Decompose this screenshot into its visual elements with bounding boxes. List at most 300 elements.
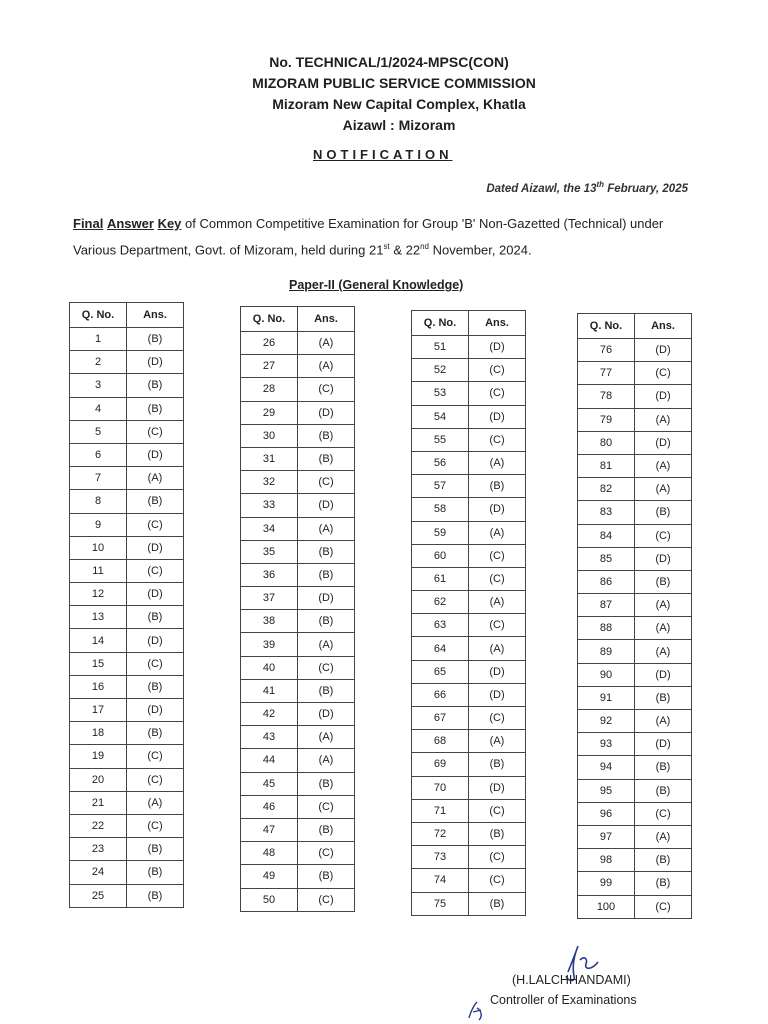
question-number-header: Q. No.: [578, 314, 635, 339]
table-row: [70, 814, 184, 837]
table-row: [241, 517, 355, 540]
answer-cell: (A): [127, 791, 184, 814]
answer-cell: (D): [127, 443, 184, 466]
table-row: [241, 332, 355, 355]
question-number-cell: 45: [241, 772, 298, 795]
intro-text-3: November, 2024.: [428, 242, 532, 258]
question-number-cell: 89: [578, 640, 635, 663]
question-number-cell: 91: [578, 686, 635, 709]
table-row: [578, 895, 692, 918]
table-row: [412, 799, 526, 822]
dated-line: [486, 180, 688, 195]
table-row: [578, 849, 692, 872]
question-number-cell: 57: [412, 475, 469, 498]
table-header-row: [412, 311, 526, 336]
question-number-cell: 98: [578, 849, 635, 872]
table-row: [241, 401, 355, 424]
question-number-cell: 22: [70, 814, 127, 837]
table-row: [578, 339, 692, 362]
answer-cell: (C): [469, 707, 526, 730]
question-number-cell: 43: [241, 726, 298, 749]
answer-cell: (D): [635, 431, 692, 454]
table-row: [412, 707, 526, 730]
table-header-row: [241, 307, 355, 332]
question-number-cell: 84: [578, 524, 635, 547]
table-row: [412, 428, 526, 451]
table-row: [70, 606, 184, 629]
table-row: [578, 408, 692, 431]
answer-cell: (B): [635, 849, 692, 872]
answer-cell: (B): [635, 686, 692, 709]
question-number-cell: 19: [70, 745, 127, 768]
question-number-cell: 72: [412, 822, 469, 845]
question-number-cell: 8: [70, 490, 127, 513]
organization-city: Aizawl : Mizoram: [342, 117, 456, 133]
question-number-cell: 51: [412, 336, 469, 359]
answer-cell: (B): [127, 490, 184, 513]
question-number-cell: 82: [578, 478, 635, 501]
question-number-cell: 83: [578, 501, 635, 524]
answer-cell: (B): [469, 892, 526, 915]
organization-name: MIZORAM PUBLIC SERVICE COMMISSION: [252, 75, 536, 91]
table-row: [578, 570, 692, 593]
table-row: [412, 730, 526, 753]
question-number-cell: 7: [70, 467, 127, 490]
table-row: [70, 583, 184, 606]
question-number-cell: 10: [70, 536, 127, 559]
table-row: [412, 683, 526, 706]
question-number-cell: 66: [412, 683, 469, 706]
answer-cell: (B): [127, 861, 184, 884]
question-number-cell: 20: [70, 768, 127, 791]
answer-cell: (B): [469, 822, 526, 845]
question-number-cell: 76: [578, 339, 635, 362]
table-row: [412, 475, 526, 498]
answer-cell: (A): [298, 633, 355, 656]
intro-word-final: Final: [73, 216, 104, 231]
question-number-cell: 36: [241, 563, 298, 586]
answer-cell: (A): [635, 640, 692, 663]
table-row: [412, 660, 526, 683]
answer-cell: (B): [298, 447, 355, 470]
table-row: [70, 652, 184, 675]
answer-cell: (C): [298, 378, 355, 401]
answer-cell: (C): [298, 888, 355, 911]
table-row: [578, 686, 692, 709]
table-row: [241, 726, 355, 749]
answer-cell: (D): [127, 351, 184, 374]
table-row: [241, 540, 355, 563]
table-row: [578, 779, 692, 802]
question-number-cell: 94: [578, 756, 635, 779]
answer-cell: (C): [469, 567, 526, 590]
answer-cell: (B): [127, 606, 184, 629]
answer-cell: (B): [127, 328, 184, 351]
question-number-cell: 58: [412, 498, 469, 521]
question-number-cell: 29: [241, 401, 298, 424]
table-row: [578, 710, 692, 733]
answer-cell: (A): [469, 730, 526, 753]
answer-cell: (B): [298, 610, 355, 633]
table-row: [70, 768, 184, 791]
question-number-cell: 71: [412, 799, 469, 822]
table-row: [578, 547, 692, 570]
table-row: [70, 374, 184, 397]
table-row: [412, 869, 526, 892]
answer-cell: (B): [127, 722, 184, 745]
answer-cell: (C): [127, 745, 184, 768]
question-number-cell: 88: [578, 617, 635, 640]
answer-cell: (D): [469, 683, 526, 706]
table-row: [578, 524, 692, 547]
question-number-cell: 79: [578, 408, 635, 431]
answer-cell: (C): [127, 814, 184, 837]
table-row: [412, 846, 526, 869]
question-number-header: Q. No.: [412, 311, 469, 336]
question-number-cell: 21: [70, 791, 127, 814]
answer-cell: (B): [635, 501, 692, 524]
answer-table-3: [411, 310, 526, 916]
question-number-cell: 78: [578, 385, 635, 408]
answer-cell: (D): [469, 776, 526, 799]
question-number-cell: 85: [578, 547, 635, 570]
table-row: [412, 336, 526, 359]
table-row: [578, 454, 692, 477]
question-number-cell: 49: [241, 865, 298, 888]
table-row: [578, 802, 692, 825]
table-row: [578, 362, 692, 385]
answer-cell: (A): [635, 617, 692, 640]
question-number-cell: 42: [241, 703, 298, 726]
table-row: [70, 443, 184, 466]
question-number-cell: 23: [70, 838, 127, 861]
reference-number: No. TECHNICAL/1/2024-MPSC(CON): [269, 54, 509, 70]
table-row: [70, 884, 184, 907]
question-number-cell: 9: [70, 513, 127, 536]
answer-cell: (B): [298, 818, 355, 841]
answer-cell: (B): [127, 397, 184, 420]
table-row: [241, 842, 355, 865]
answer-cell: (A): [469, 591, 526, 614]
question-number-cell: 46: [241, 795, 298, 818]
question-number-cell: 69: [412, 753, 469, 776]
answer-header: Ans.: [469, 311, 526, 336]
table-row: [241, 378, 355, 401]
table-row: [241, 633, 355, 656]
answer-cell: (C): [298, 842, 355, 865]
table-row: [241, 447, 355, 470]
answer-cell: (D): [298, 703, 355, 726]
question-number-cell: 96: [578, 802, 635, 825]
paper-title: Paper-II (General Knowledge): [289, 278, 464, 292]
notification-heading: NOTIFICATION: [313, 147, 453, 162]
answer-cell: (A): [635, 408, 692, 431]
answer-cell: (A): [635, 454, 692, 477]
intro-text-1: of Common Competitive Examination for Group 'B' Non-Gazetted (Technical) under Various Department, Govt. of Mizoram, held during 21: [73, 216, 664, 258]
question-number-cell: 86: [578, 570, 635, 593]
question-number-cell: 55: [412, 428, 469, 451]
question-number-cell: 11: [70, 559, 127, 582]
table-row: [70, 559, 184, 582]
table-row: [412, 567, 526, 590]
dated-sup: th: [596, 180, 605, 189]
answer-cell: (B): [635, 756, 692, 779]
question-number-cell: 38: [241, 610, 298, 633]
answer-cell: (D): [635, 663, 692, 686]
question-number-cell: 77: [578, 362, 635, 385]
question-number-cell: 81: [578, 454, 635, 477]
answer-cell: (C): [635, 802, 692, 825]
intro-sup-1: st: [383, 242, 390, 251]
signature-block: [440, 940, 740, 1024]
answer-cell: (C): [127, 559, 184, 582]
table-row: [412, 359, 526, 382]
answer-cell: (D): [127, 699, 184, 722]
answer-cell: (C): [298, 795, 355, 818]
question-number-cell: 56: [412, 451, 469, 474]
table-row: [241, 656, 355, 679]
question-number-cell: 52: [412, 359, 469, 382]
answer-cell: (B): [635, 872, 692, 895]
question-number-cell: 31: [241, 447, 298, 470]
answer-cell: (D): [469, 336, 526, 359]
table-row: [412, 544, 526, 567]
table-row: [241, 355, 355, 378]
table-row: [578, 872, 692, 895]
question-number-header: Q. No.: [70, 303, 127, 328]
answer-table-4: [577, 313, 692, 919]
answer-cell: (A): [635, 825, 692, 848]
question-number-cell: 14: [70, 629, 127, 652]
question-number-cell: 25: [70, 884, 127, 907]
answer-cell: (C): [635, 895, 692, 918]
question-number-cell: 60: [412, 544, 469, 567]
table-row: [241, 587, 355, 610]
answer-cell: (C): [469, 869, 526, 892]
dated-prefix: Dated Aizawl, the 13: [486, 182, 597, 195]
question-number-cell: 64: [412, 637, 469, 660]
table-row: [70, 328, 184, 351]
question-number-cell: 41: [241, 679, 298, 702]
question-number-cell: 33: [241, 494, 298, 517]
table-row: [412, 822, 526, 845]
answer-cell: (A): [298, 726, 355, 749]
table-row: [578, 478, 692, 501]
table-row: [578, 663, 692, 686]
answer-cell: (D): [469, 660, 526, 683]
question-number-cell: 67: [412, 707, 469, 730]
table-row: [70, 791, 184, 814]
question-number-cell: 63: [412, 614, 469, 637]
question-number-cell: 75: [412, 892, 469, 915]
answer-cell: (B): [298, 865, 355, 888]
table-row: [70, 351, 184, 374]
answer-cell: (B): [469, 475, 526, 498]
answer-cell: (C): [127, 652, 184, 675]
answer-cell: (B): [298, 563, 355, 586]
question-number-cell: 59: [412, 521, 469, 544]
table-row: [241, 818, 355, 841]
question-number-cell: 65: [412, 660, 469, 683]
table-row: [578, 733, 692, 756]
answer-cell: (D): [469, 498, 526, 521]
table-row: [70, 699, 184, 722]
document-header: [0, 52, 768, 136]
question-number-cell: 44: [241, 749, 298, 772]
table-row: [412, 753, 526, 776]
answer-cell: (B): [298, 679, 355, 702]
question-number-cell: 48: [241, 842, 298, 865]
signatory-title: Controller of Examinations: [490, 993, 637, 1007]
answer-cell: (A): [635, 710, 692, 733]
question-number-cell: 37: [241, 587, 298, 610]
question-number-cell: 4: [70, 397, 127, 420]
table-row: [70, 420, 184, 443]
answer-cell: (A): [298, 355, 355, 378]
table-row: [70, 629, 184, 652]
answer-cell: (D): [635, 733, 692, 756]
question-number-cell: 3: [70, 374, 127, 397]
answer-cell: (A): [469, 521, 526, 544]
intro-paragraph: [73, 212, 698, 261]
answer-cell: (A): [298, 332, 355, 355]
answer-cell: (C): [469, 359, 526, 382]
question-number-cell: 70: [412, 776, 469, 799]
table-row: [412, 382, 526, 405]
table-row: [241, 865, 355, 888]
answer-cell: (C): [635, 362, 692, 385]
answer-cell: (D): [127, 536, 184, 559]
table-row: [578, 640, 692, 663]
answer-cell: (D): [298, 587, 355, 610]
question-number-cell: 80: [578, 431, 635, 454]
answer-cell: (A): [635, 594, 692, 617]
table-row: [412, 498, 526, 521]
answer-cell: (C): [127, 420, 184, 443]
question-number-cell: 90: [578, 663, 635, 686]
answer-cell: (D): [469, 405, 526, 428]
answer-cell: (D): [635, 547, 692, 570]
signatory-name: (H.LALCHHANDAMI): [512, 973, 631, 987]
table-row: [241, 795, 355, 818]
answer-cell: (C): [635, 524, 692, 547]
table-header-row: [70, 303, 184, 328]
question-number-cell: 6: [70, 443, 127, 466]
answer-cell: (B): [127, 884, 184, 907]
answer-cell: (A): [127, 467, 184, 490]
table-row: [70, 675, 184, 698]
question-number-cell: 16: [70, 675, 127, 698]
question-number-cell: 40: [241, 656, 298, 679]
table-row: [70, 861, 184, 884]
table-row: [241, 610, 355, 633]
question-number-cell: 73: [412, 846, 469, 869]
table-row: [412, 614, 526, 637]
question-number-cell: 12: [70, 583, 127, 606]
answer-header: Ans.: [635, 314, 692, 339]
table-row: [578, 825, 692, 848]
intro-word-key: Key: [157, 216, 182, 231]
table-row: [578, 617, 692, 640]
answer-cell: (D): [635, 385, 692, 408]
answer-cell: (C): [469, 382, 526, 405]
answer-cell: (B): [635, 779, 692, 802]
question-number-cell: 30: [241, 424, 298, 447]
question-number-cell: 87: [578, 594, 635, 617]
table-row: [241, 424, 355, 447]
question-number-cell: 95: [578, 779, 635, 802]
question-number-cell: 47: [241, 818, 298, 841]
question-number-cell: 24: [70, 861, 127, 884]
answer-cell: (C): [469, 799, 526, 822]
answer-cell: (D): [298, 401, 355, 424]
question-number-cell: 1: [70, 328, 127, 351]
answer-cell: (C): [469, 428, 526, 451]
answer-cell: (B): [127, 374, 184, 397]
table-row: [578, 431, 692, 454]
table-row: [70, 722, 184, 745]
answer-cell: (B): [127, 675, 184, 698]
table-row: [70, 397, 184, 420]
question-number-cell: 2: [70, 351, 127, 374]
question-number-cell: 27: [241, 355, 298, 378]
question-number-cell: 35: [241, 540, 298, 563]
dated-suffix: February, 2025: [604, 182, 688, 195]
question-number-cell: 18: [70, 722, 127, 745]
question-number-cell: 62: [412, 591, 469, 614]
answer-cell: (B): [298, 424, 355, 447]
answer-cell: (C): [127, 768, 184, 791]
table-row: [241, 471, 355, 494]
intro-text-2: & 22: [389, 242, 421, 258]
question-number-cell: 5: [70, 420, 127, 443]
answer-table-1: [69, 302, 184, 908]
table-row: [412, 451, 526, 474]
answer-cell: (B): [127, 838, 184, 861]
answer-cell: (D): [635, 339, 692, 362]
answer-cell: (A): [469, 637, 526, 660]
table-header-row: [578, 314, 692, 339]
table-row: [578, 385, 692, 408]
table-row: [412, 776, 526, 799]
table-row: [578, 756, 692, 779]
answer-cell: (B): [635, 570, 692, 593]
table-row: [70, 513, 184, 536]
answer-cell: (D): [127, 629, 184, 652]
question-number-cell: 93: [578, 733, 635, 756]
question-number-cell: 15: [70, 652, 127, 675]
table-row: [412, 405, 526, 428]
answer-cell: (B): [298, 540, 355, 563]
table-row: [241, 703, 355, 726]
table-row: [241, 749, 355, 772]
question-number-cell: 53: [412, 382, 469, 405]
answer-cell: (A): [635, 478, 692, 501]
answer-cell: (B): [298, 772, 355, 795]
initials-mark-icon: [465, 998, 489, 1022]
answer-cell: (D): [127, 583, 184, 606]
answer-cell: (D): [298, 494, 355, 517]
answer-cell: (A): [469, 451, 526, 474]
answer-header: Ans.: [298, 307, 355, 332]
question-number-cell: 50: [241, 888, 298, 911]
organization-address: Mizoram New Capital Complex, Khatla: [272, 96, 526, 112]
table-row: [412, 637, 526, 660]
question-number-cell: 97: [578, 825, 635, 848]
answer-cell: (C): [298, 471, 355, 494]
table-row: [70, 745, 184, 768]
answer-cell: (B): [469, 753, 526, 776]
